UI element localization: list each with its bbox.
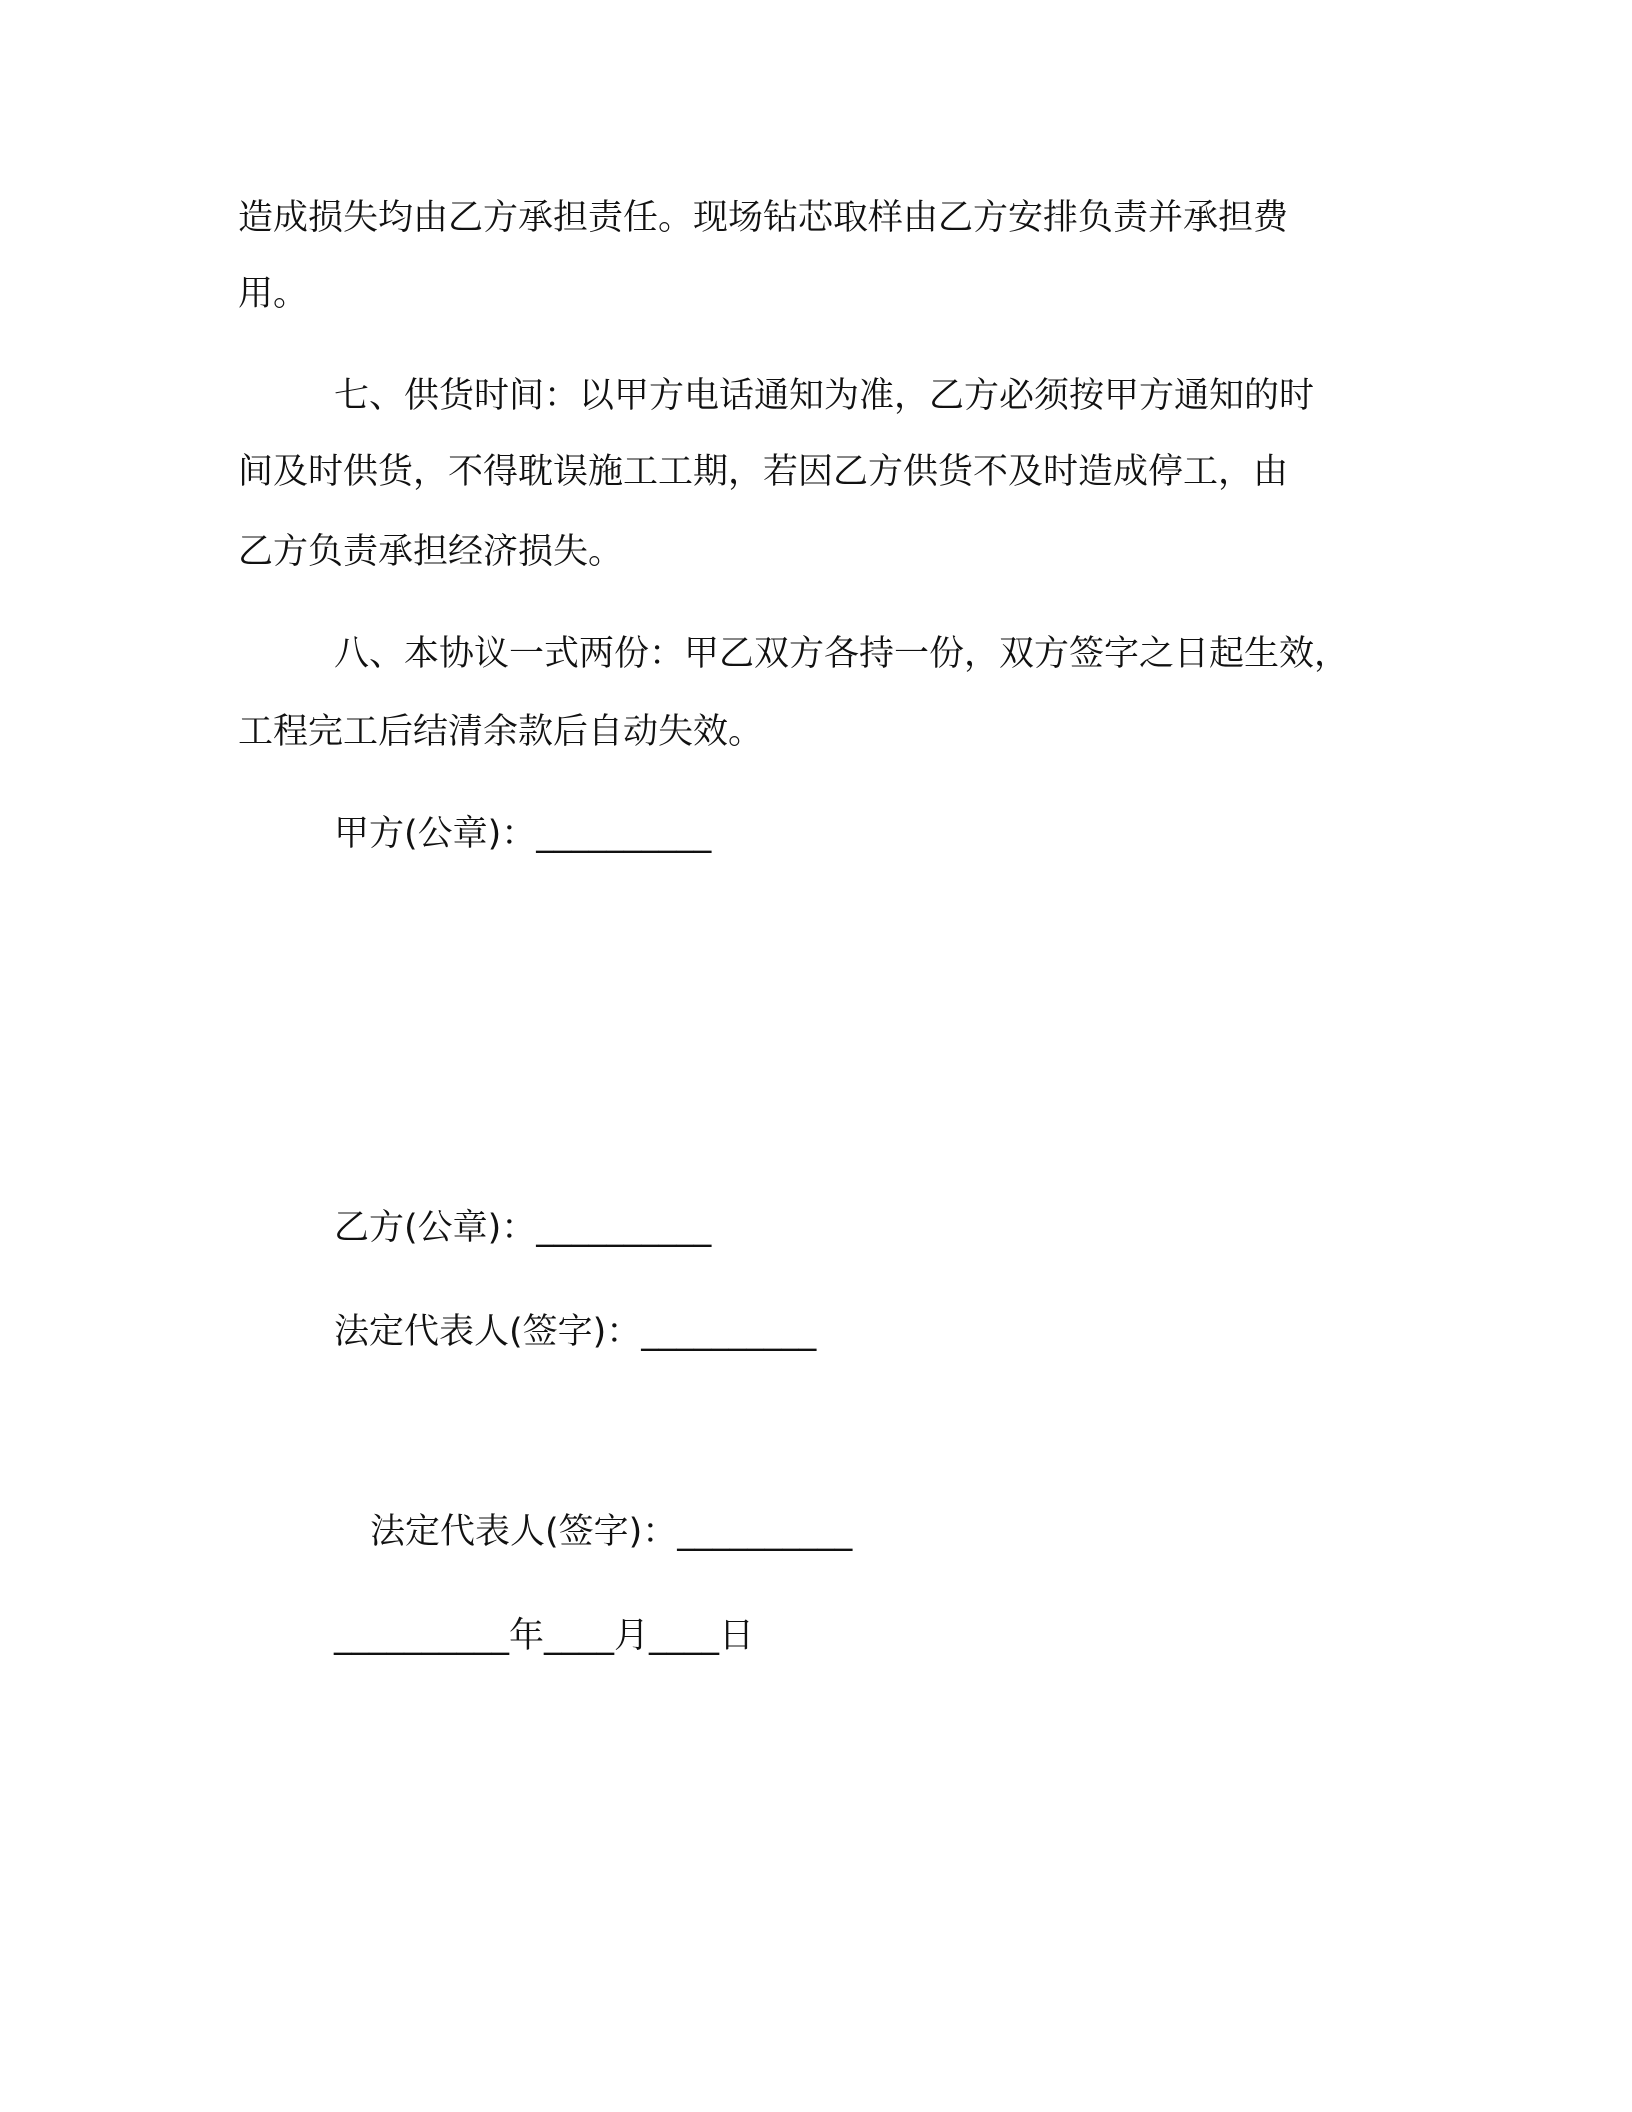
paragraph-7-line-1: 七、供货时间：以甲方电话通知为准，乙方必须按甲方通知的时 (334, 376, 1315, 416)
paragraph-6-line-2: 用。 (238, 274, 309, 314)
paragraph-6-line-1: 造成损失均由乙方承担责任。现场钻芯取样由乙方安排负责并承担费 (238, 198, 1289, 238)
paragraph-7-line-2: 间及时供货，不得耽误施工工期，若因乙方供货不及时造成停工，由 (238, 452, 1289, 492)
paragraph-7-line-3: 乙方负责承担经济损失。 (238, 532, 624, 572)
paragraph-8-line-2: 工程完工后结清余款后自动失效。 (238, 712, 764, 752)
party-b-seal-line: 乙方(公章)：__________ (334, 1208, 712, 1248)
party-a-seal-line: 甲方(公章)：__________ (334, 814, 712, 854)
legal-representative-signature-line-2: 法定代表人(签字)：__________ (370, 1512, 853, 1552)
legal-representative-signature-line: 法定代表人(签字)：__________ (334, 1312, 817, 1352)
date-line: __________年____月____日 (334, 1616, 755, 1656)
paragraph-8-line-1: 八、本协议一式两份：甲乙双方各持一份，双方签字之日起生效， (334, 634, 1350, 674)
